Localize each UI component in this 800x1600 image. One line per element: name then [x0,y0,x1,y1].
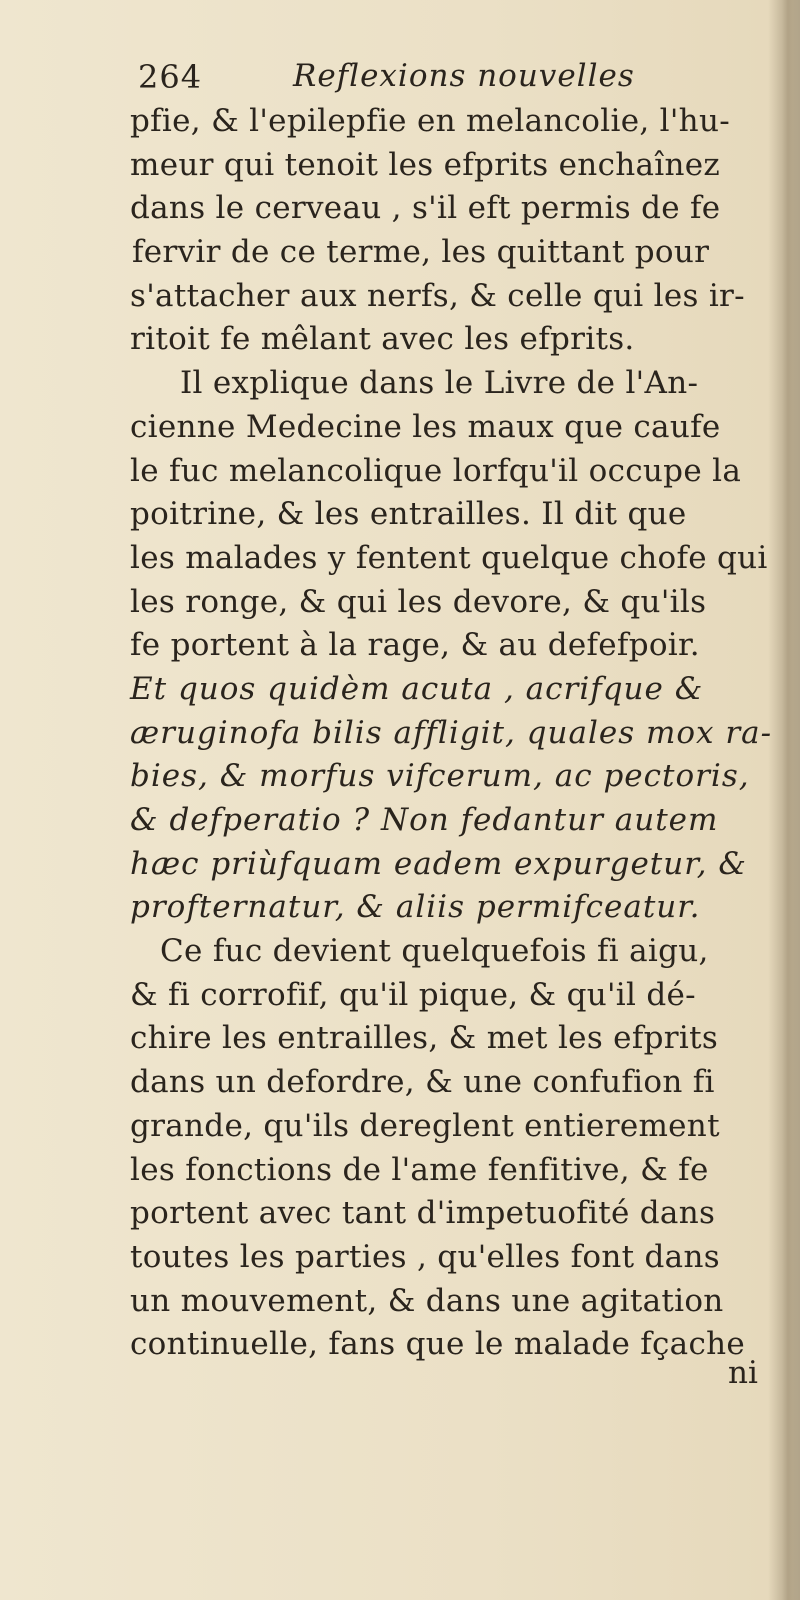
latin-quote-line: hæc priùfquam eadem expurgetur, & [130,845,747,882]
latin-quote-line: Et quos quidèm acuta , acrifque & [130,670,704,707]
page-edge-shadow [782,0,800,1600]
body-text [130,100,780,1367]
text-line: les fonctions de l'ame fenfitive, & fe [130,1151,709,1188]
page-header [138,58,698,98]
text-line: les malades y fentent quelque chofe qui [130,539,768,576]
running-title: Reflexions nouvelles [293,58,635,94]
text-line: chire les entrailles, & met les efprits [130,1020,719,1057]
text-line: Ce fuc devient quelquefois fi aigu, [160,933,709,970]
text-line: Il explique dans le Livre de l'An- [180,365,699,402]
text-line: fervir de ce terme, les quittant pour [132,234,710,271]
text-line: & fi corrofif, qu'il pique, & qu'il dé- [130,976,696,1013]
text-line: un mouvement, & dans une agitation [130,1282,724,1319]
text-line: cienne Medecine les maux que caufe [130,408,721,445]
catchword: ni [728,1355,758,1391]
text-line: continuelle, fans que le malade fçache [130,1326,746,1363]
text-line: toutes les parties , qu'elles font dans [130,1238,720,1275]
text-line: poitrine, & les entrailles. Il dit que [130,496,687,533]
text-line: grande, qu'ils dereglent entierement [130,1107,720,1144]
text-line: s'attacher aux nerfs, & celle qui les ir- [130,277,745,314]
text-line: les ronge, & qui les devore, & qu'ils [130,583,707,620]
text-line: le fuc melancolique lorfqu'il occupe la [130,452,742,489]
latin-quote-line: profternatur, & aliis permifceatur. [130,889,701,926]
text-line: dans un defordre, & une confufion fi [130,1064,715,1101]
text-line: ritoit fe mêlant avec les efprits. [130,321,635,358]
text-line: fe portent à la rage, & au defefpoir. [130,627,700,664]
text-line: portent avec tant d'impetuofité dans [130,1195,716,1232]
text-line: meur qui tenoit les efprits enchaînez [130,146,721,183]
text-line: dans le cerveau , s'il eft permis de fe [130,190,721,227]
latin-quote-line: bies, & morfus vifcerum, ac pectoris, [130,758,750,795]
latin-quote-line: æruginofa bilis affligit, quales mox ra- [130,714,773,751]
text-line: pfie, & l'epilepfie en melancolie, l'hu- [130,103,730,139]
latin-quote-line: & defperatio ? Non fedantur autem [130,802,719,838]
page-number: 264 [138,58,203,96]
